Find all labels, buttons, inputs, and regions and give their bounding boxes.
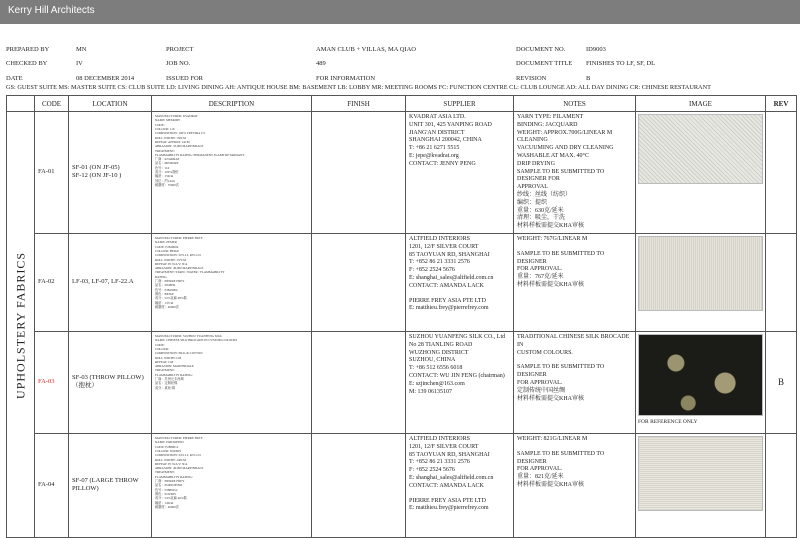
image-caption: FOR REFERENCE ONLY (638, 418, 698, 425)
text-line: 85 TAOYUAN RD, SHANGHAI (409, 251, 490, 258)
fabric-swatch-image (638, 436, 763, 511)
finish-cell (312, 331, 406, 433)
location-cell (69, 112, 152, 234)
location-cell (69, 233, 152, 331)
text-line: CONTACT: AMANDA LACK (409, 282, 484, 289)
text-line: 材料样板需提交KHA审核 (517, 223, 584, 230)
text-line: T: +852 86 21 3331 2576 (409, 459, 470, 466)
category-label: UPHOLSTERY FABRICS (7, 112, 35, 538)
header-row (6, 57, 796, 72)
text-line: 材料样板需提交KHA审核 (517, 481, 584, 488)
col-header-rev: REV (766, 96, 797, 112)
text-line: REPEAT: APPROX 14CM (155, 139, 190, 144)
text-line: ROLL WIDTH: 150CM (155, 135, 186, 140)
header-field: FOR INFORMATION (316, 74, 376, 82)
image-cell (636, 112, 766, 234)
table-row (7, 433, 797, 537)
text-line: CONTACT: JENNY PENG (409, 160, 476, 167)
text-line: E: szjinchen@163.com (409, 380, 465, 387)
text-line (517, 444, 632, 451)
text-line: FOR APPROVAL. (517, 466, 563, 473)
text-line: 幅宽：137cm (155, 300, 174, 305)
description-cell (152, 331, 312, 433)
text-line: SAMPLE TO BE SUBMITTED TO DESIGNER (517, 364, 605, 379)
text-line: 色号：F2880012 (155, 487, 178, 492)
col-header-finish: FINISH (312, 96, 406, 112)
text-line: 重量：630克/延米 (517, 207, 564, 214)
finish-cell (312, 433, 406, 537)
header-field: JOB NO. (166, 60, 191, 68)
text-line: CODE: (155, 122, 165, 127)
text-line: 材料样板需提交KHA审核 (517, 395, 584, 402)
text-line: 耐磨度：40000次 (155, 304, 179, 309)
text-line: NAME: ZEMER (155, 240, 177, 245)
col-header-supplier: SUPPLIER (406, 96, 514, 112)
description-cell (152, 233, 312, 331)
code-cell: FA-04 (35, 433, 69, 537)
text-line: （抱枕） (72, 382, 98, 390)
text-line: TREATMENT: (155, 470, 175, 475)
text-line: LF-03, LF-07, LF-22.A (72, 278, 134, 286)
text-line: COMPOSITION: 100% TREVIRA CS (155, 131, 205, 136)
text-line: RATING (155, 274, 167, 279)
text-line: T: +852 86 21 3331 2576 (409, 259, 470, 266)
text-line: NAME: CHINESE SILK BROCADE IN CUSTOM COLOURS (155, 338, 238, 343)
location-cell (69, 331, 152, 433)
text-line: 纱线：丝线（纺织） (517, 191, 572, 198)
text-line: 成分：54%亚麻 46%棉 (155, 496, 187, 501)
text-line: CONTACT: WU JIN FENG (chairman) (409, 372, 505, 379)
text-line: CUSTOM COLOURS. (517, 349, 573, 356)
text-line: 厂商：苏州元丰丝绸 (155, 377, 184, 382)
category-header (7, 96, 35, 112)
supplier-cell (406, 331, 514, 433)
header-field: DOCUMENT TITLE (516, 60, 573, 68)
col-header-code: CODE (35, 96, 69, 112)
text-line: FLAMMABILITY RATING: (155, 372, 193, 377)
description-cell (152, 433, 312, 537)
text-line: TREATMENT: (155, 368, 175, 373)
text-line: 成分：52%亚麻 48%棉 (155, 296, 187, 301)
text-line: SHANGHAI 200042, CHINA (409, 137, 482, 144)
text-line: NAME: PORTOFINO (155, 440, 184, 445)
text-line: NAME: MEMORY (155, 118, 181, 123)
text-line: TREATMENT: STAIN / WATER / FLAMMABILITY (155, 270, 225, 275)
text-line: 幅宽：140cm (155, 500, 174, 505)
table-row (7, 331, 797, 433)
text-line: E: matthieu.frey@pierrefrey.com (409, 505, 489, 512)
text-line: No 28 TIANLING ROAD (409, 341, 473, 348)
supplier-cell (406, 112, 514, 234)
text-line: FOR APPROVAL. (517, 379, 563, 386)
text-line: TRADITIONAL CHINESE SILK BROCADE IN (517, 333, 630, 348)
finish-cell (312, 233, 406, 331)
notes-cell (514, 112, 636, 234)
text-line: ROLL WIDTH: CM (155, 355, 182, 360)
text-line: SAMPLE TO BE SUBMITTED TO DESIGNER (517, 250, 605, 265)
header-field: FINISHES TO LF, SF, DL (586, 60, 656, 68)
text-line: COLOUR: BEIGE (155, 248, 180, 253)
col-header-image: IMAGE (636, 96, 766, 112)
text-line: CODE: (155, 342, 165, 347)
text-line: SUZHOU, CHINA (409, 357, 456, 364)
text-line: 厂商：PIERRE FREY (155, 479, 185, 484)
text-line: 品名：ZEMER (155, 283, 176, 288)
text-line: SF-03 (THROW PILLOW) (72, 374, 144, 382)
text-line: 品名：定制丝锦 (155, 381, 178, 386)
text-line (517, 244, 632, 251)
text-line: ALTFIELD INTERIORS (409, 235, 470, 242)
code-cell: FA-03 (35, 331, 69, 433)
image-cell (636, 233, 766, 331)
text-line: CODE: F2829004 (155, 244, 179, 249)
text-line: MANUFACTURER: PIERRE FREY (155, 235, 203, 240)
text-line: 耐磨度：35000次 (155, 183, 179, 187)
text-line: FOR APPROVAL. (517, 266, 563, 273)
fabric-swatch-image (638, 334, 763, 416)
header-field: B (586, 74, 591, 82)
header-field: REVISION (516, 74, 547, 82)
text-line: 成分：真丝/棉 (155, 385, 176, 390)
description-cell (152, 112, 312, 234)
header-field: 489 (316, 60, 326, 68)
abbreviation-legend: GS: GUEST SUITE MS: MASTER SUITE CS: CLUB SUITE LD: LIVING DINING AH: ANTIQUE HOUSE BM: BASEMENT LB: LOBBY MR: MEETING ROOMS FC: FUNCTION CENTRE CL: CLUB LOUNGE AD: ALL DAY DINING CR: CHINESE RESTAURANT (6, 84, 712, 91)
text-line: SAMPLE TO BE SUBMITTED TO DESIGNER FOR (517, 168, 605, 183)
notes-cell (514, 331, 636, 433)
table-row (7, 112, 797, 234)
text-line: 品名：MEMORY (155, 161, 179, 166)
text-line: 色号：116 (155, 165, 170, 170)
code-cell: FA-02 (35, 233, 69, 331)
text-line: SF-12 (ON JF-10 ) (72, 172, 122, 180)
header-field: PREPARED BY (6, 45, 50, 53)
location-cell (69, 433, 152, 537)
image-cell (636, 331, 766, 433)
header-field: AMAN CLUB + VILLAS, MA QIAO (316, 45, 416, 53)
header-field: IV (76, 60, 83, 68)
text-line: PIERRE FREY ASIA PTE LTD (409, 497, 486, 504)
header-field: PROJECT (166, 45, 194, 53)
col-header-description: DESCRIPTION (152, 96, 312, 112)
text-line: WEIGHT: APPROX.700G/LINEAR M CLEANING (517, 129, 613, 144)
text-line: MANUFACTURER: KVADRAT (155, 114, 198, 118)
header-field: MN (76, 45, 87, 53)
text-line: E: shanghai_sales@altfield.com.cn (409, 474, 494, 481)
header-field: ID9003 (586, 45, 606, 53)
text-line: UNIT 301, 425 YANPING ROAD (409, 121, 492, 128)
header-field: DOCUMENT NO. (516, 45, 566, 53)
fabric-swatch-image (638, 236, 763, 311)
text-line: 颜色：SOURIS (155, 492, 176, 497)
code-cell: FA-01 (35, 112, 69, 234)
text-line: REPEAT: H: N/A V: N/A (155, 261, 188, 266)
text-line: PIERRE FREY ASIA PTE LTD (409, 297, 486, 304)
text-line: ABRASION: 35,000 MARTINDALE (155, 144, 204, 149)
text-line: YARN TYPE: FILAMENT (517, 114, 584, 120)
text-line: T: +86 512 6556 6018 (409, 365, 463, 372)
text-line: SF-01 (ON JF-05) (72, 164, 120, 172)
text-line: 材料样板需提交KHA审核 (517, 281, 584, 288)
image-cell (636, 433, 766, 537)
finishes-table (6, 95, 797, 538)
text-line: WUZHONG DISTRICT (409, 349, 469, 356)
text-line: 颜色：BEIGE (155, 292, 174, 297)
rev-cell (766, 233, 797, 331)
supplier-cell (406, 433, 514, 537)
text-line: E: jepe@kvadrat.org (409, 152, 459, 159)
text-line: ALTFIELD INTERIORS (409, 435, 470, 442)
notes-cell (514, 433, 636, 537)
text-line: ROLL WIDTH: 140CM (155, 457, 186, 462)
text-line: COMPOSITION: SILK & COTTON (155, 351, 203, 356)
text-line: COMPOSITION: 54% LI, 46% CO (155, 453, 201, 458)
text-line: REPEAT: CM (155, 359, 174, 364)
text-line: MANUFACTURER: SUZHOU YUANFENG SILK (155, 333, 222, 338)
text-line: 85 TAOYUAN RD, SHANGHAI (409, 451, 490, 458)
text-line: CODE: F2880012 (155, 444, 179, 449)
text-line: T: +86 21 6271 5515 (409, 145, 460, 152)
text-line: ABRASION: 40,000 MARTINDALE (155, 466, 204, 471)
rev-cell (766, 433, 797, 537)
rev-cell (766, 112, 797, 234)
finish-cell (312, 112, 406, 234)
text-line: F: +852 2524 5676 (409, 467, 455, 474)
text-line: WEIGHT: 821G/LINEAR M (517, 435, 588, 442)
text-line: 重量：821克/延米 (517, 474, 564, 481)
text-line: VACUUMING AND DRY CLEANING WASHABLE AT MAX. 40°C (517, 145, 614, 159)
text-line: DRIP DRYING (517, 160, 555, 167)
text-line: SUZHOU YUANFENG SILK CO., Ltd (409, 333, 506, 340)
table-header-row (7, 96, 797, 112)
text-line: TREATMENT: (155, 148, 175, 153)
text-line: E: matthieu.frey@pierrefrey.com (409, 305, 489, 312)
notes-cell (514, 233, 636, 331)
header-field: 08 DECEMBER 2014 (76, 74, 135, 82)
text-line: FLAMMABILITY RATING: (155, 474, 193, 479)
text-line: 1201, 12/F SILVER COURT (409, 243, 479, 250)
text-line: 耐磨度：40000次 (155, 504, 179, 509)
text-line: WEIGHT: 767G/LINEAR M (517, 235, 588, 242)
text-line: 清理：吸尘，干洗 (517, 215, 566, 222)
text-line: MANUFACTURER: PIERRE FREY (155, 435, 203, 440)
text-line: M: 139 06135107 (409, 388, 453, 395)
table-row (7, 233, 797, 331)
text-line: 品名：PORTOFINO (155, 483, 183, 488)
text-line: COLOUR: SOURIS (155, 448, 182, 453)
text-line: FLAMMABILITY RATING: PERMANENT FLAME RETARDANT (155, 152, 245, 157)
text-line: 成分：100%涤纶 (155, 170, 179, 175)
text-line: F: +852 2524 5676 (409, 267, 455, 274)
supplier-cell (406, 233, 514, 331)
text-line (517, 357, 632, 364)
col-header-location: LOCATION (69, 96, 152, 112)
header-field: ISSUED FOR (166, 74, 204, 82)
text-line: COMPOSITION: 52% LI, 48% CO (155, 253, 201, 258)
text-line: 厂商：KVADRAT (155, 157, 180, 162)
text-line: REPEAT: H: N/A V: N/A (155, 461, 188, 466)
text-line: KVADRAT ASIA LTD. (409, 114, 466, 120)
text-line: 色号：F2829004 (155, 287, 178, 292)
text-line: CONTACT: AMANDA LACK (409, 482, 484, 489)
text-line: APPROVAL (517, 184, 548, 191)
header-row (6, 42, 796, 57)
text-line: 定制传统中国丝绸 (517, 387, 566, 394)
text-line (409, 291, 510, 298)
text-line: ABRASION: MARTINDALE (155, 364, 194, 369)
text-line: 回位：约14cm (155, 178, 175, 183)
text-line: COLOUR: (155, 346, 169, 351)
text-line: 1201, 12/F SILVER COURT (409, 443, 479, 450)
text-line (409, 491, 510, 498)
text-line: SAMPLE TO BE SUBMITTED TO DESIGNER (517, 450, 605, 465)
text-line: 厂商：PIERRE FREY (155, 279, 185, 284)
text-line: PILLOW) (72, 485, 99, 493)
text-line: JIANG'AN DISTRICT (409, 129, 465, 136)
text-line: 幅宽：150cm (155, 174, 174, 179)
text-line: 重量：767克/延米 (517, 274, 564, 281)
header-field: CHECKED BY (6, 60, 48, 68)
text-line: SF-07 (LARGE THROW (72, 477, 139, 485)
header-field: DATE (6, 74, 23, 82)
document-header (6, 42, 796, 86)
text-line: 编织：提织 (517, 199, 548, 206)
text-line: ROLL WIDTH: 137CM (155, 257, 186, 262)
text-line: COLOUR: 116 (155, 126, 175, 131)
rev-cell: B (766, 331, 797, 433)
window-title: Kerry Hill Architects (0, 0, 800, 24)
fabric-swatch-image (638, 114, 763, 184)
text-line: E: shanghai_sales@altfield.com.cn (409, 274, 494, 281)
col-header-notes: NOTES (514, 96, 636, 112)
text-line: ABRASION: 40,000 MARTINDALE (155, 266, 204, 271)
text-line: BINDING: JACQUARD (517, 121, 578, 128)
